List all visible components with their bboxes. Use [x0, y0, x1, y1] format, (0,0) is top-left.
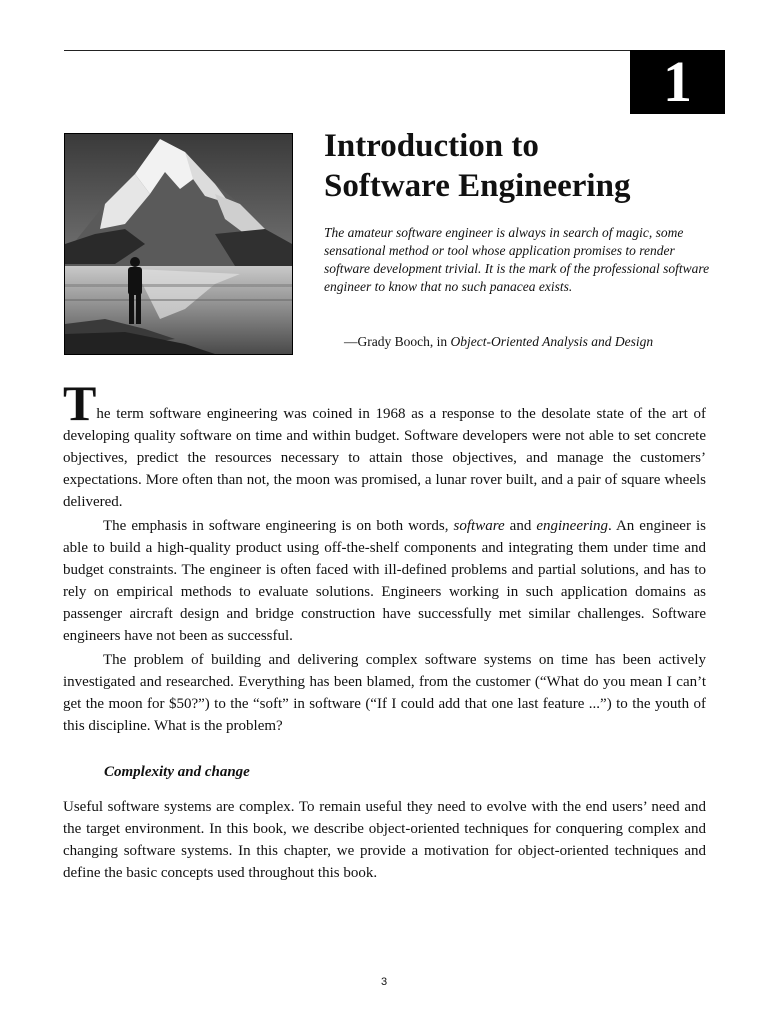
title-line-2: Software Engineering [324, 168, 631, 204]
drop-cap: T [63, 375, 97, 431]
section-heading: Complexity and change [104, 764, 250, 780]
paragraph-1 [63, 375, 706, 513]
mountain-lake-photo [64, 133, 293, 355]
chapter-title [324, 126, 724, 206]
title-line-1: Introduction to [324, 128, 539, 164]
epigraph-attribution [344, 333, 724, 351]
emphasis-engineering: engineering [536, 518, 609, 534]
paragraph-1-text: he term software engineering was coined in 1968 as a response to the desolate state of the art of developing quality software on time and within budget. Software developers were not able to set concrete objectives, predict the resources necessary to attain those objectives, and manage the customers’ expectations. More often than not, the moon was promised, a lunar rover built, and a pair of square wheels delivered. [63, 406, 706, 510]
paragraph-2-text-a: The emphasis in software engineering is on both words, [103, 518, 454, 534]
attribution-author: —Grady Booch, in [344, 334, 451, 349]
chapter-number: 1 [663, 49, 692, 114]
emphasis-software: software [453, 518, 505, 534]
epigraph-quote: The amateur software engineer is always in search of magic, some sensational method or tool whose application promises to render software development trivial. It is the mark of the professional software engineer to know that no such panacea exists. [324, 225, 710, 294]
attribution-source: Object-Oriented Analysis and Design [450, 334, 654, 349]
body-text [63, 375, 706, 737]
paragraph-2 [63, 515, 706, 647]
top-rule [64, 50, 630, 51]
chapter-number-box [630, 50, 725, 114]
paragraph-3: The problem of building and delivering complex software systems on time has been actively investigated and researched. Everything has been blamed, from the customer (“What do you mean I can’t get the moon for $50?”) to the “soft” in software (“If I could add that one last feature ...”) to the youth of this discipline. What is the problem? [63, 652, 706, 734]
section-paragraph: Useful software systems are complex. To remain useful they need to evolve with the end users’ need and the target environment. In this book, we describe object-oriented techniques for conquering complex and changing software systems. In this chapter, we provide a motivation for object-oriented techniques and define the basic concepts used throughout this book. [63, 799, 706, 881]
paragraph-2-text-b: and [504, 518, 537, 534]
paragraph-2-text-c: . An engineer is able to build a high-quality product using off-the-shelf components and integrating them under time and budget constraints. The engineer is often faced with ill-defined problems and partial solutions, and has to rely on empirical methods to evaluate solutions. Engineers working in such application domains as passenger aircraft design and bridge construction have successfully met similar challenges. Software engineers have not been as successful. [63, 518, 706, 644]
page-number: 3 [380, 976, 388, 988]
